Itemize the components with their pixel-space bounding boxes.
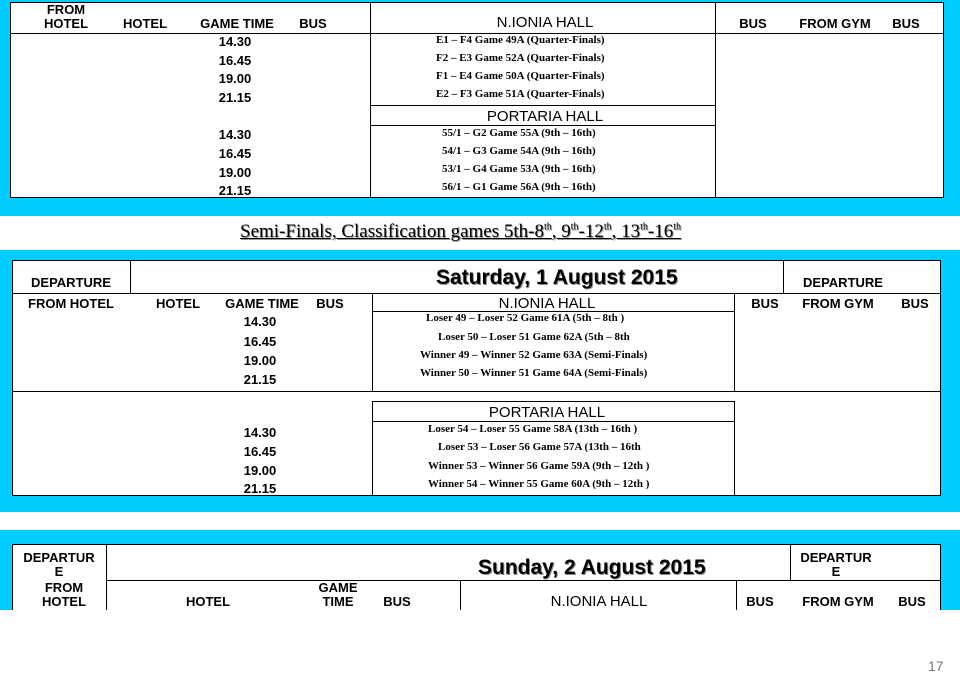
saturday-b2-time: 19.00	[243, 463, 277, 478]
saturday-header-game-time: GAME TIME	[225, 296, 299, 311]
sunday-title: Sunday, 2 August 2015	[478, 556, 706, 579]
top-b2-time: 21.15	[218, 183, 252, 198]
saturday-b2-game: Loser 54 – Loser 55 Game 58A (13th – 16th )	[428, 423, 638, 435]
top-b1-time: 19.00	[218, 71, 252, 86]
saturday-departure-right: DEPARTURE	[803, 275, 883, 290]
saturday-b2-hall: PORTARIA HALL	[488, 404, 606, 421]
saturday-b1-game: Winner 49 – Winner 52 Game 63A (Semi-Finals)	[420, 349, 648, 361]
top-b1-game: F1 – E4 Game 50A (Quarter-Finals)	[436, 70, 605, 82]
section-title-sup: th	[543, 221, 552, 233]
top-b1-game: E1 – F4 Game 49A (Quarter-Finals)	[436, 34, 605, 46]
top-b1-game: F2 – E3 Game 52A (Quarter-Finals)	[436, 52, 605, 64]
section-title-sup: th	[603, 221, 612, 233]
sunday-departure-right-line2: E	[831, 564, 841, 579]
sunday-header-bus-2: BUS	[746, 594, 774, 609]
saturday-header-from-gym: FROM GYM	[802, 296, 874, 311]
sunday-departure-left-line1: DEPARTUR	[23, 550, 95, 565]
section-title-part: -16	[647, 221, 674, 242]
saturday-b2-time: 16.45	[243, 444, 277, 459]
sunday-departure-right	[793, 551, 879, 579]
top-b2-time: 14.30	[218, 127, 252, 142]
saturday-b1-time: 19.00	[243, 353, 277, 368]
saturday-header-from-hotel: FROM HOTEL	[28, 296, 114, 311]
top-b1-time: 14.30	[218, 34, 252, 49]
saturday-header-bus: BUS	[316, 296, 344, 311]
top-b2-game: 56/1 – G1 Game 56A (9th – 16th)	[442, 181, 596, 193]
sunday-header-hotel: HOTEL	[185, 594, 231, 609]
saturday-header-bus-3: BUS	[901, 296, 929, 311]
top-b2-time: 19.00	[218, 165, 252, 180]
saturday-b2-game: Winner 54 – Winner 55 Game 60A (9th – 12th )	[428, 478, 650, 490]
top-b2-game: 55/1 – G2 Game 55A (9th – 16th)	[442, 127, 596, 139]
sunday-departure-right-line1: DEPARTUR	[800, 550, 872, 565]
saturday-b2-time: 21.15	[243, 481, 277, 496]
saturday-title: Saturday, 1 August 2015	[436, 266, 678, 289]
saturday-header-hotel: HOTEL	[155, 296, 201, 311]
saturday-departure-left: DEPARTURE	[31, 275, 111, 290]
top-b2-time: 16.45	[218, 146, 252, 161]
top-header-hotel: HOTEL	[122, 16, 168, 31]
top-b1-time: 16.45	[218, 53, 252, 68]
section-title-part: , 9	[551, 221, 571, 242]
sunday-header-hall: N.IONIA HALL	[550, 593, 648, 610]
top-b1-game: E2 – F3 Game 51A (Quarter-Finals)	[436, 88, 605, 100]
top-header-hall: N.IONIA HALL	[496, 14, 594, 31]
page-number: 17	[928, 658, 944, 674]
saturday-b1-time: 21.15	[243, 372, 277, 387]
top-header-from-gym: FROM GYM	[799, 16, 871, 31]
section-title-part: , 13	[611, 221, 641, 242]
sunday-from-line1: FROM	[44, 580, 84, 595]
section-title-part: Semi-Finals, Classification games 5th-8	[240, 221, 544, 242]
top-header-bus-3: BUS	[892, 16, 920, 31]
saturday-b2-game: Winner 53 – Winner 56 Game 59A (9th – 12th )	[428, 460, 650, 472]
saturday-header-hall: N.IONIA HALL	[498, 295, 596, 312]
section-title-part: -12	[578, 221, 604, 242]
sunday-header-from-gym: FROM GYM	[802, 594, 874, 609]
section-title	[240, 221, 681, 243]
top-header-game-time: GAME TIME	[200, 16, 274, 31]
top-b2-game: 53/1 – G4 Game 53A (9th – 16th)	[442, 163, 596, 175]
section-title-sup: th	[570, 221, 579, 233]
saturday-b1-time: 14.30	[243, 314, 277, 329]
saturday-b1-game: Winner 50 – Winner 51 Game 64A (Semi-Finals)	[420, 367, 648, 379]
saturday-header-bus-2: BUS	[751, 296, 779, 311]
sunday-from-line2: HOTEL	[41, 594, 87, 609]
top-header-bus-2: BUS	[739, 16, 767, 31]
sunday-header-bus-3: BUS	[898, 594, 926, 609]
sunday-departure-left	[16, 551, 102, 579]
saturday-b2-game: Loser 53 – Loser 56 Game 57A (13th – 16th	[438, 441, 641, 453]
sunday-game-line2: TIME	[322, 594, 354, 609]
saturday-b1-game: Loser 49 – Loser 52 Game 61A (5th – 8th )	[426, 312, 625, 324]
sunday-departure-left-line2: E	[54, 564, 64, 579]
top-header-from-hotel: FROM HOTEL	[43, 2, 89, 31]
top-b2-game: 54/1 – G3 Game 54A (9th – 16th)	[442, 145, 596, 157]
saturday-b1-game: Loser 50 – Loser 51 Game 62A (5th – 8th	[438, 331, 630, 343]
sunday-header-game-time	[308, 581, 368, 609]
saturday-b2-time: 14.30	[243, 425, 277, 440]
saturday-b1-time: 16.45	[243, 334, 277, 349]
section-title-sup: th	[640, 221, 648, 233]
top-header-bus: BUS	[299, 16, 327, 31]
sunday-header-bus: BUS	[383, 594, 411, 609]
top-b2-hall: PORTARIA HALL	[486, 108, 604, 125]
sunday-game-line1: GAME	[318, 580, 358, 595]
section-title-sup: th	[673, 221, 682, 233]
sunday-from-hotel	[16, 581, 112, 609]
top-b1-time: 21.15	[218, 90, 252, 105]
